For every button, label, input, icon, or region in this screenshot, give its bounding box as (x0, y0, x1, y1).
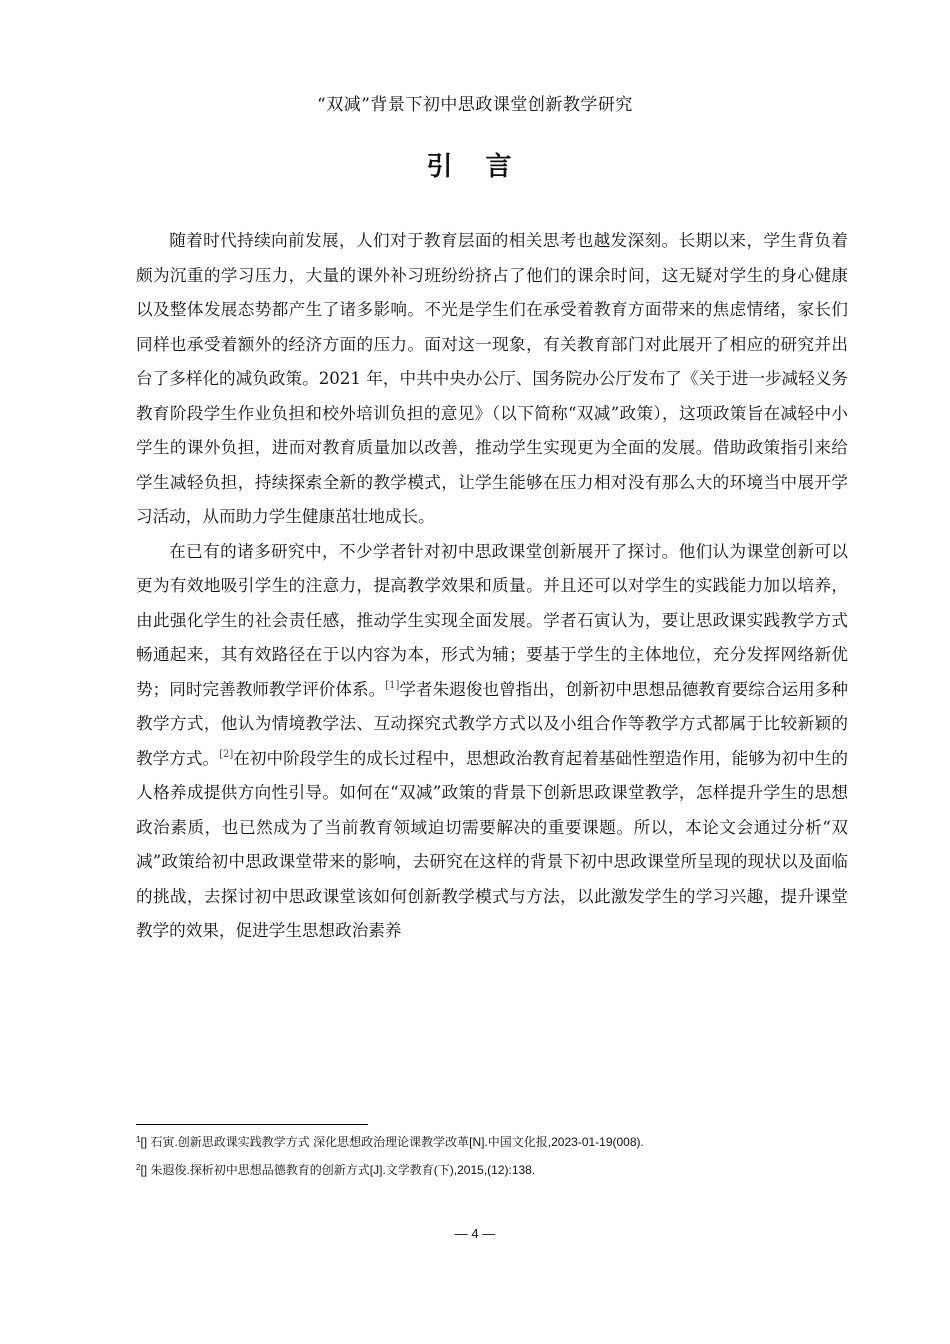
page-number: — 4 — (454, 1226, 496, 1241)
section-title: 引 言 (426, 152, 524, 182)
citation-ref-2[interactable]: [2] (219, 748, 234, 760)
paragraph-2 (136, 535, 848, 949)
paragraph-2-part-b: 学者朱遐俊也曾指出，创新初中思想品德教育要综合运用多种教学方式，他认为情境教学法、互动探究式教学方式以及小组合作等教学方式都属于比较新颖的教学方式。 (136, 679, 849, 768)
running-header: “双减”背景下初中思政课堂创新教学研究 (317, 95, 633, 115)
footnote-mark-2: 2 (136, 1163, 141, 1172)
footnotes (136, 1134, 848, 1190)
footnote-text-1: [] 石寅.创新思政课实践教学方式 深化思想政治理论课教学改革[N].中国文化报,2023-01-19(008). (140, 1135, 644, 1149)
footnote-2 (136, 1162, 848, 1178)
footnote-mark-1: 1 (136, 1135, 141, 1144)
body-text (136, 224, 848, 949)
footnote-text-2: [] 朱遐俊.探析初中思想品德教育的创新方式[J].文学教育(下),2015,(12):138. (140, 1163, 536, 1177)
paragraph-2-part-c: 在初中阶段学生的成长过程中，思想政治教育起着基础性塑造作用，能够为初中生的人格养成提供方向性引导。如何在“双减”政策的背景下创新思政课堂教学，怎样提升学生的思想政治素质，也已然成为了当前教育领域迫切需要解决的重要课题。所以，本论文会通过分析“双减”政策给初中思政课堂带来的影响，去研究在这样的背景下初中思政课堂所呈现的现状以及面临的挑战，去探讨初中思政课堂该如何创新教学模式与方法，以此激发学生的学习兴趣，提升课堂教学的效果，促进学生思想政治素养 (136, 748, 849, 940)
footnote-1 (136, 1134, 848, 1150)
citation-ref-1[interactable]: [1] (385, 679, 400, 691)
paragraph-1: 随着时代持续向前发展，人们对于教育层面的相关思考也越发深刻。长期以来，学生背负着颇为沉重的学习压力，大量的课外补习班纷纷挤占了他们的课余时间，这无疑对学生的身心健康以及整体发展态势都产生了诸多影响。不光是学生们在承受着教育方面带来的焦虑情绪，家长们同样也承受着额外的经济方面的压力。面对这一现象，有关教育部门对此展开了相应的研究并出台了多样化的减负政策。2021 年，中共中央办公厅、国务院办公厅发布了《关于进一步减轻义务教育阶段学生作业负担和校外培训负担的意见》（以下简称“双减”政策），这项政策旨在减轻中小学生的课外负担，进而对教育质量加以改善，推动学生实现更为全面的发展。借助政策指引来给学生减轻负担，持续探索全新的教学模式，让学生能够在压力相对没有那么大的环境当中展开学习活动，从而助力学生健康茁壮地成长。 (136, 231, 848, 526)
footnote-divider (136, 1124, 368, 1125)
paragraph-2-part-a: 在已有的诸多研究中，不少学者针对初中思政课堂创新展开了探讨。他们认为课堂创新可以更为有效地吸引学生的注意力，提高教学效果和质量。并且还可以对学生的实践能力加以培养，由此强化学生的社会责任感，推动学生实现全面发展。学者石寅认为，要让思政课实践教学方式畅通起来，其有效路径在于以内容为本，形式为辅；要基于学生的主体地位，充分发挥网络新优势；同时完善教师教学评价体系。 (136, 541, 848, 699)
